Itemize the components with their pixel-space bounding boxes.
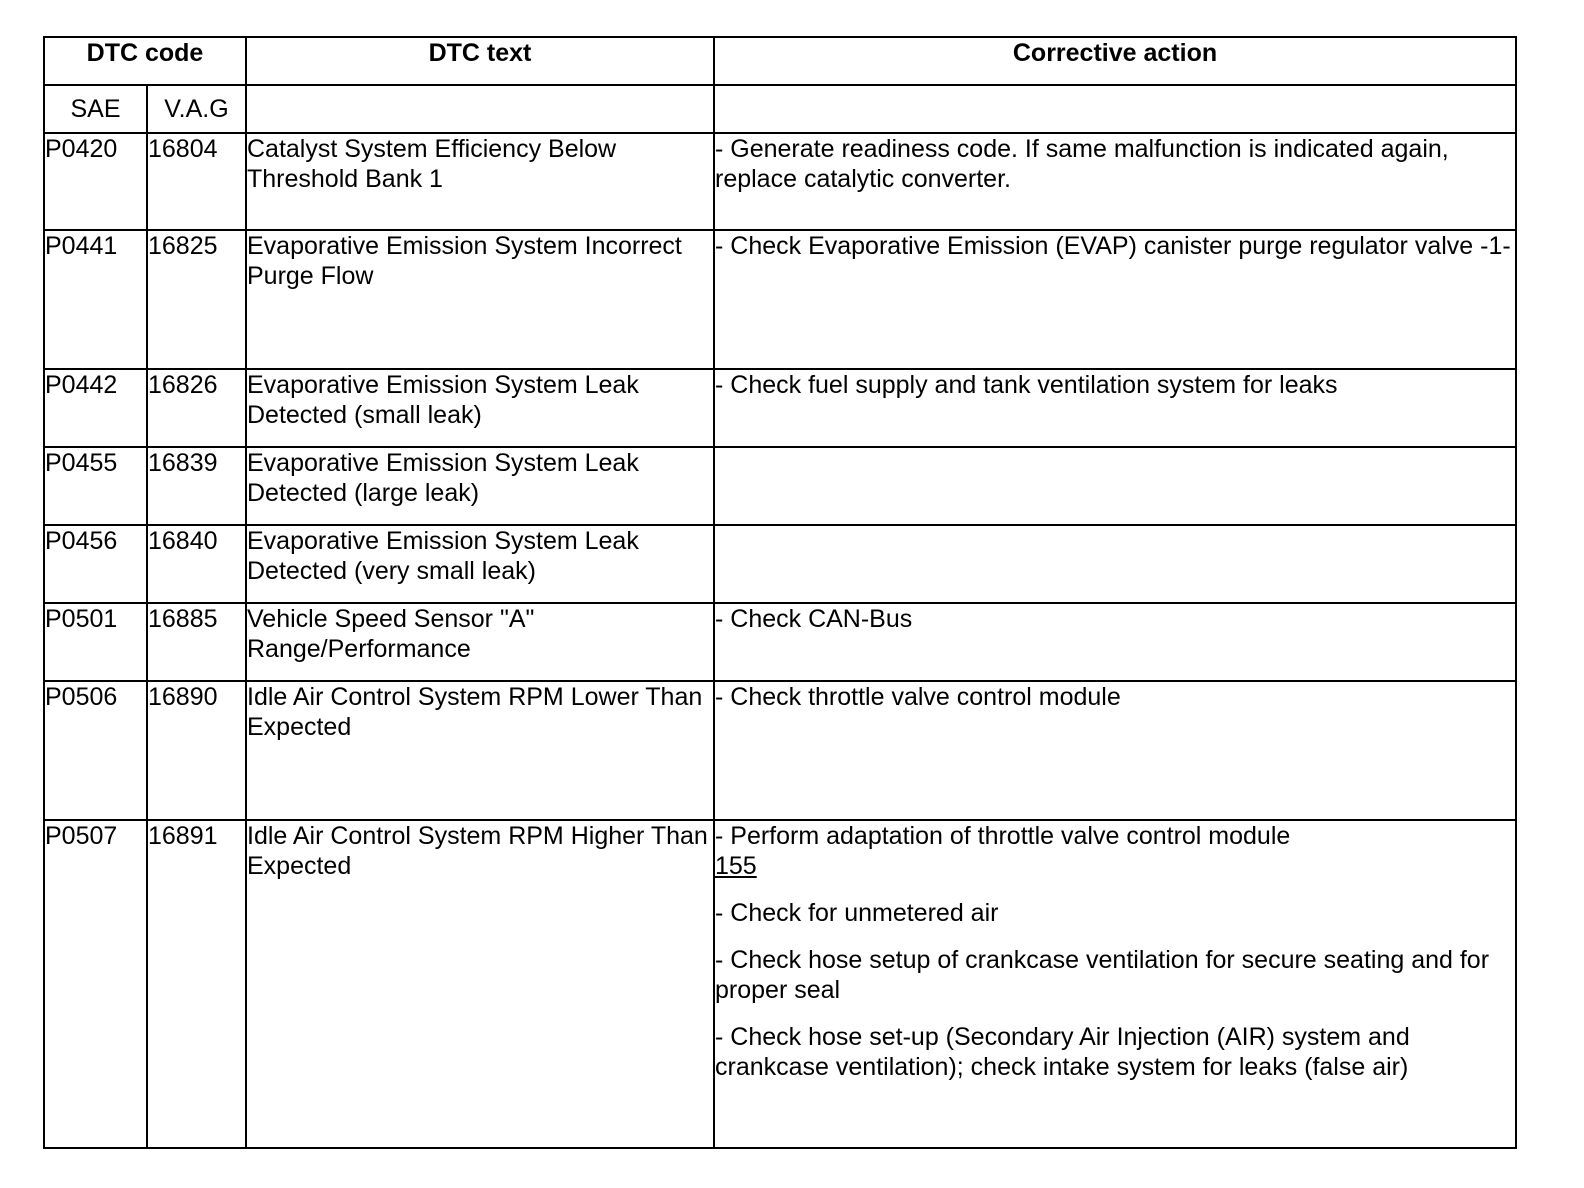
dtc-description: Evaporative Emission System Leak Detected (large leak) bbox=[246, 447, 714, 525]
header-dtc-text: DTC text bbox=[246, 37, 714, 85]
table-row bbox=[44, 369, 1516, 447]
header-row bbox=[44, 37, 1516, 85]
subheader-vag: V.A.G bbox=[147, 85, 246, 133]
vag-code: 16840 bbox=[147, 525, 246, 603]
dtc-description: Vehicle Speed Sensor "A" Range/Performance bbox=[246, 603, 714, 681]
action-item: - Check for unmetered air bbox=[715, 899, 999, 927]
subheader-sae: SAE bbox=[44, 85, 147, 133]
vag-code: 16826 bbox=[147, 369, 246, 447]
dtc-description: Idle Air Control System RPM Higher Than Expected bbox=[246, 820, 714, 1148]
table-row bbox=[44, 525, 1516, 603]
header-corrective-action: Corrective action bbox=[714, 37, 1516, 85]
header-dtc-code: DTC code bbox=[44, 37, 246, 85]
subheader-empty-text bbox=[246, 85, 714, 133]
corrective-action bbox=[714, 603, 1516, 681]
table-row bbox=[44, 820, 1516, 1148]
action-item: - Check Evaporative Emission (EVAP) canister purge regulator valve -1- bbox=[715, 232, 1511, 260]
corrective-action bbox=[714, 230, 1516, 369]
sae-code: P0501 bbox=[44, 603, 147, 681]
action-item: - Check throttle valve control module bbox=[715, 683, 1121, 711]
vag-code: 16804 bbox=[147, 133, 246, 230]
dtc-table bbox=[43, 36, 1517, 1149]
vag-code: 16891 bbox=[147, 820, 246, 1148]
dtc-description: Catalyst System Efficiency Below Threshold Bank 1 bbox=[246, 133, 714, 230]
vag-code: 16825 bbox=[147, 230, 246, 369]
table-row bbox=[44, 230, 1516, 369]
sae-code: P0455 bbox=[44, 447, 147, 525]
sae-code: P0456 bbox=[44, 525, 147, 603]
dtc-description: Idle Air Control System RPM Lower Than Expected bbox=[246, 681, 714, 820]
sae-code: P0507 bbox=[44, 820, 147, 1148]
vag-code: 16890 bbox=[147, 681, 246, 820]
table-row bbox=[44, 133, 1516, 230]
sae-code: P0506 bbox=[44, 681, 147, 820]
corrective-action bbox=[714, 525, 1516, 603]
sae-code: P0442 bbox=[44, 369, 147, 447]
dtc-description: Evaporative Emission System Leak Detected (small leak) bbox=[246, 369, 714, 447]
vag-code: 16885 bbox=[147, 603, 246, 681]
action-item: - Check hose set-up (Secondary Air Injection (AIR) system and crankcase ventilation); check intake system for leaks (false air) bbox=[715, 1023, 1410, 1081]
table-row bbox=[44, 681, 1516, 820]
action-item bbox=[715, 821, 1515, 881]
action-item: - Check hose setup of crankcase ventilation for secure seating and for proper seal bbox=[715, 946, 1490, 1004]
table-row bbox=[44, 447, 1516, 525]
corrective-action bbox=[714, 447, 1516, 525]
corrective-action bbox=[714, 681, 1516, 820]
vag-code: 16839 bbox=[147, 447, 246, 525]
corrective-action bbox=[714, 133, 1516, 230]
dtc-description: Evaporative Emission System Leak Detected (very small leak) bbox=[246, 525, 714, 603]
subheader-empty-action bbox=[714, 85, 1516, 133]
dtc-description: Evaporative Emission System Incorrect Purge Flow bbox=[246, 230, 714, 369]
sae-code: P0441 bbox=[44, 230, 147, 369]
action-text: - Perform adaptation of throttle valve control module bbox=[715, 822, 1291, 850]
table-row bbox=[44, 603, 1516, 681]
corrective-action bbox=[714, 369, 1516, 447]
action-item: - Check fuel supply and tank ventilation system for leaks bbox=[715, 371, 1338, 399]
corrective-action bbox=[714, 820, 1516, 1148]
action-item: - Check CAN-Bus bbox=[715, 605, 913, 633]
sae-code: P0420 bbox=[44, 133, 147, 230]
subheader-row bbox=[44, 85, 1516, 133]
page-reference-link[interactable]: 155 bbox=[715, 852, 757, 880]
action-item: - Generate readiness code. If same malfunction is indicated again, replace catalytic converter. bbox=[715, 135, 1449, 193]
